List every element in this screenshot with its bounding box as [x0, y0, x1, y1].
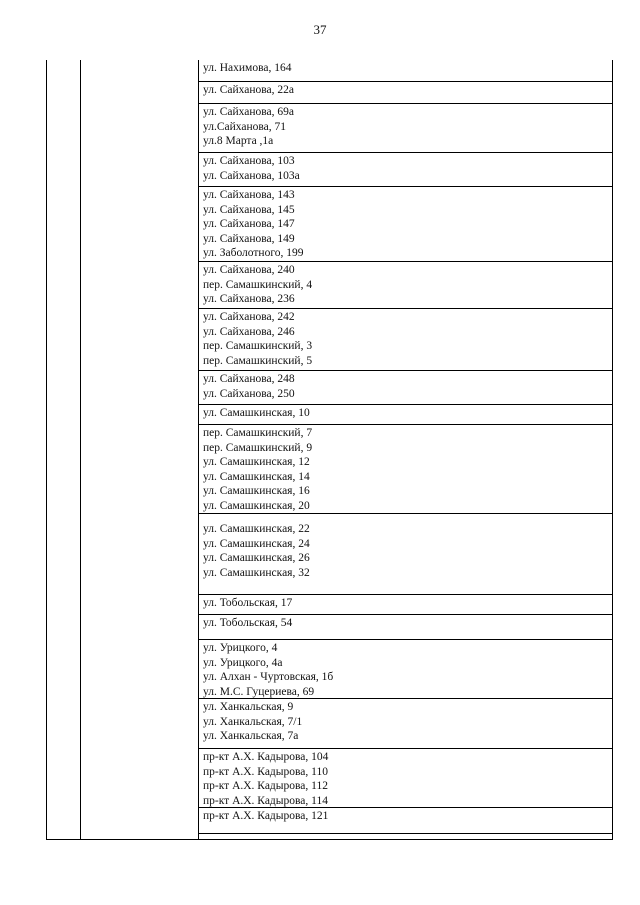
address-line: ул. Сайханова, 145 — [203, 203, 295, 216]
address-line: ул.Сайханова, 71 — [203, 120, 287, 133]
address-line: ул. Самашкинская, 10 — [203, 407, 310, 419]
address-row — [199, 808, 613, 834]
address-row — [199, 60, 613, 82]
address-row — [199, 514, 613, 595]
address-line: ул. Сайханова, 149 — [203, 232, 295, 245]
address-line: ул. Сайханова, 248 — [203, 373, 295, 385]
address-line: ул. Самашкинская, 26 — [203, 552, 310, 565]
address-line: пр-кт А.Х. Кадырова, 121 — [203, 810, 329, 822]
address-line: ул. Заболотного, 199 — [203, 247, 304, 260]
column-divider — [80, 60, 81, 839]
address-row — [199, 749, 613, 808]
address-line: ул. Ханкальская, 7а — [203, 730, 299, 743]
address-row — [199, 262, 613, 309]
address-line: ул. Сайханова, 143 — [203, 189, 295, 201]
address-line: пер. Самашкинский, 4 — [203, 278, 313, 291]
address-line: ул. Сайханова, 103а — [203, 169, 300, 182]
address-row — [199, 82, 613, 104]
address-line: ул. Самашкинская, 24 — [203, 537, 310, 550]
address-line: ул. Сайханова, 246 — [203, 325, 295, 338]
address-line: ул.8 Марта ,1а — [203, 135, 274, 148]
address-row — [199, 104, 613, 153]
address-line: пр-кт А.Х. Кадырова, 114 — [203, 794, 328, 807]
address-row — [199, 615, 613, 640]
address-line: пер. Самашкинский, 5 — [203, 354, 313, 367]
address-row — [199, 309, 613, 371]
address-line: ул. Урицкого, 4а — [203, 656, 283, 669]
address-line: ул. Самашкинская, 14 — [203, 470, 310, 483]
address-line: ул. Самашкинская, 32 — [203, 566, 310, 579]
address-line: ул. Нахимова, 164 — [203, 62, 292, 74]
address-line: пер. Самашкинский, 3 — [203, 340, 313, 353]
address-line: пр-кт А.Х. Кадырова, 110 — [203, 765, 328, 778]
address-row — [199, 595, 613, 615]
address-row — [199, 371, 613, 405]
address-row — [199, 640, 613, 699]
address-line: пер. Самашкинский, 9 — [203, 441, 313, 454]
address-line: пер. Самашкинский, 7 — [203, 427, 313, 439]
address-line: ул. Сайханова, 147 — [203, 218, 295, 231]
address-row — [199, 187, 613, 262]
address-line: ул. Сайханова, 240 — [203, 264, 295, 276]
address-line: ул. Сайханова, 22а — [203, 84, 295, 96]
address-line: ул. М.С. Гуцериева, 69 — [203, 685, 315, 698]
address-line: ул. Самашкинская, 16 — [203, 485, 310, 498]
address-row — [199, 699, 613, 749]
address-line: ул. Сайханова, 236 — [203, 293, 295, 306]
address-line: ул. Самашкинская, 22 — [203, 523, 310, 535]
address-line: пр-кт А.Х. Кадырова, 104 — [203, 751, 329, 763]
address-line: ул. Урицкого, 4 — [203, 642, 278, 654]
address-line: пр-кт А.Х. Кадырова, 112 — [203, 780, 328, 793]
address-line: ул. Алхан - Чуртовская, 1б — [203, 671, 334, 684]
address-line: ул. Сайханова, 242 — [203, 311, 295, 323]
address-line: ул. Сайханова, 250 — [203, 387, 295, 400]
address-line: ул. Самашкинская, 20 — [203, 499, 310, 512]
address-line: ул. Сайханова, 103 — [203, 155, 295, 167]
address-line: ул. Ханкальская, 7/1 — [203, 715, 303, 728]
address-line: ул. Ханкальская, 9 — [203, 701, 294, 713]
address-line: ул. Тобольская, 54 — [203, 617, 293, 629]
address-rows — [199, 60, 613, 834]
address-line: ул. Тобольская, 17 — [203, 597, 293, 609]
address-line: ул. Сайханова, 69а — [203, 106, 295, 118]
address-row — [199, 405, 613, 425]
address-row — [199, 153, 613, 187]
address-line: ул. Самашкинская, 12 — [203, 456, 310, 469]
page-number: 37 — [313, 22, 327, 37]
address-table — [46, 60, 613, 840]
address-row — [199, 425, 613, 514]
